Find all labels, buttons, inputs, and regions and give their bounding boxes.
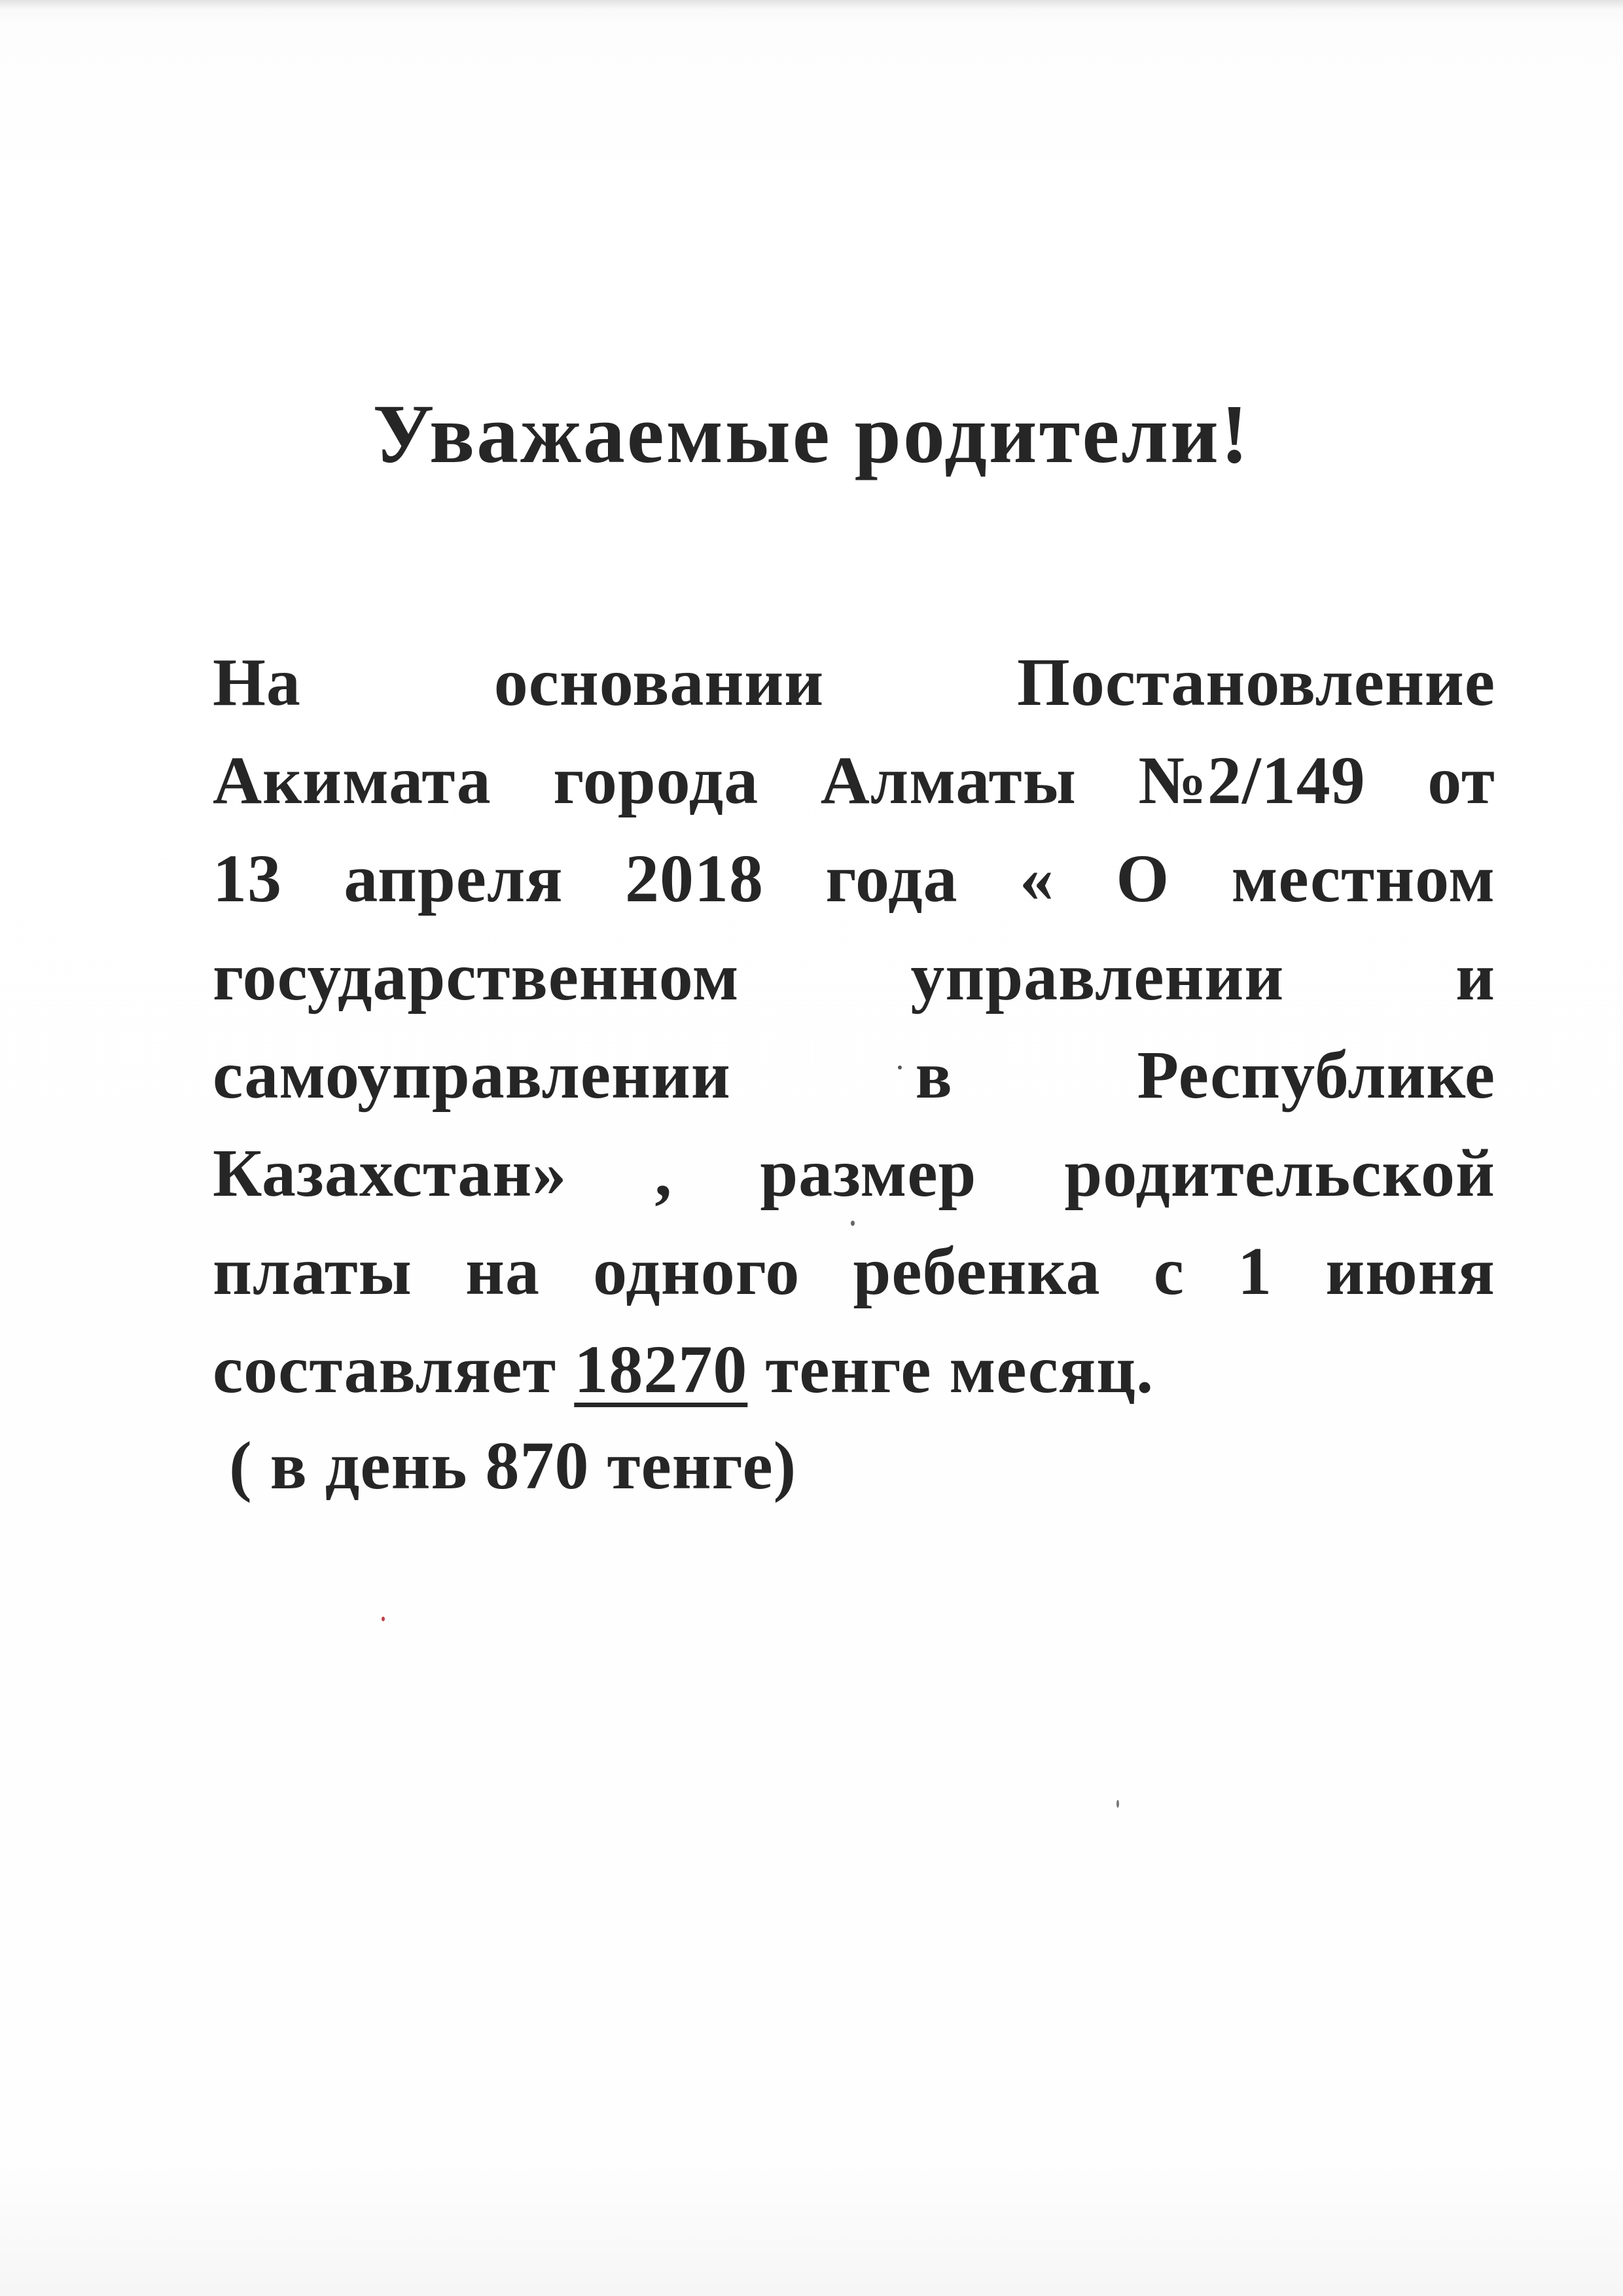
word: местном <box>1231 841 1495 916</box>
word: основании <box>493 645 825 720</box>
word: и <box>1455 939 1495 1014</box>
body-line-6 <box>213 1124 1495 1223</box>
word: года <box>825 841 958 916</box>
word: управлении <box>910 939 1285 1014</box>
word: самоуправлении <box>213 1037 731 1113</box>
scan-speck <box>898 1066 902 1069</box>
body-line-8 <box>213 1321 1495 1419</box>
word: города <box>553 743 759 818</box>
word: июня <box>1325 1234 1495 1309</box>
word: платы <box>213 1234 412 1309</box>
fee-label: составляет <box>213 1332 557 1407</box>
body-line-1 <box>213 634 1495 732</box>
body-line-3 <box>213 830 1495 928</box>
word: « <box>1019 841 1054 916</box>
word: в <box>915 1037 953 1113</box>
word: О <box>1116 841 1170 916</box>
word: ребенка <box>853 1234 1101 1309</box>
scan-speck <box>851 1221 855 1226</box>
scan-edge-shadow <box>0 0 1623 9</box>
fee-unit: тенге месяц. <box>765 1332 1154 1407</box>
daily-fee-note: ( в день 870 тенге) <box>229 1428 797 1503</box>
body-line-7 <box>213 1223 1495 1321</box>
word: с <box>1153 1234 1185 1309</box>
word: Казахстан» <box>213 1136 567 1211</box>
body-line-5 <box>213 1026 1495 1124</box>
word: государственном <box>213 939 740 1014</box>
word: 1 <box>1238 1234 1273 1309</box>
word: размер <box>760 1136 977 1211</box>
body-line-4 <box>213 928 1495 1026</box>
word: №2/149 <box>1138 743 1366 818</box>
word: На <box>213 645 301 720</box>
word: одного <box>593 1234 800 1309</box>
word: 2018 <box>624 841 764 916</box>
word: апреля <box>344 841 563 916</box>
word: Акимата <box>213 743 491 818</box>
word: 13 <box>213 841 282 916</box>
word: Республике <box>1137 1037 1495 1113</box>
word: родительской <box>1064 1136 1495 1211</box>
fee-amount: 18270 <box>574 1332 748 1407</box>
word: Постановление <box>1016 645 1495 720</box>
scan-speck <box>1116 1800 1119 1808</box>
notice-title: Уважаемые родители! <box>372 387 1251 480</box>
notice-body <box>213 634 1495 1419</box>
word: от <box>1427 743 1495 818</box>
scan-speck <box>382 1617 385 1621</box>
word: Алматы <box>820 743 1077 818</box>
body-line-2 <box>213 732 1495 830</box>
word: на <box>465 1234 540 1309</box>
word: , <box>654 1136 673 1211</box>
